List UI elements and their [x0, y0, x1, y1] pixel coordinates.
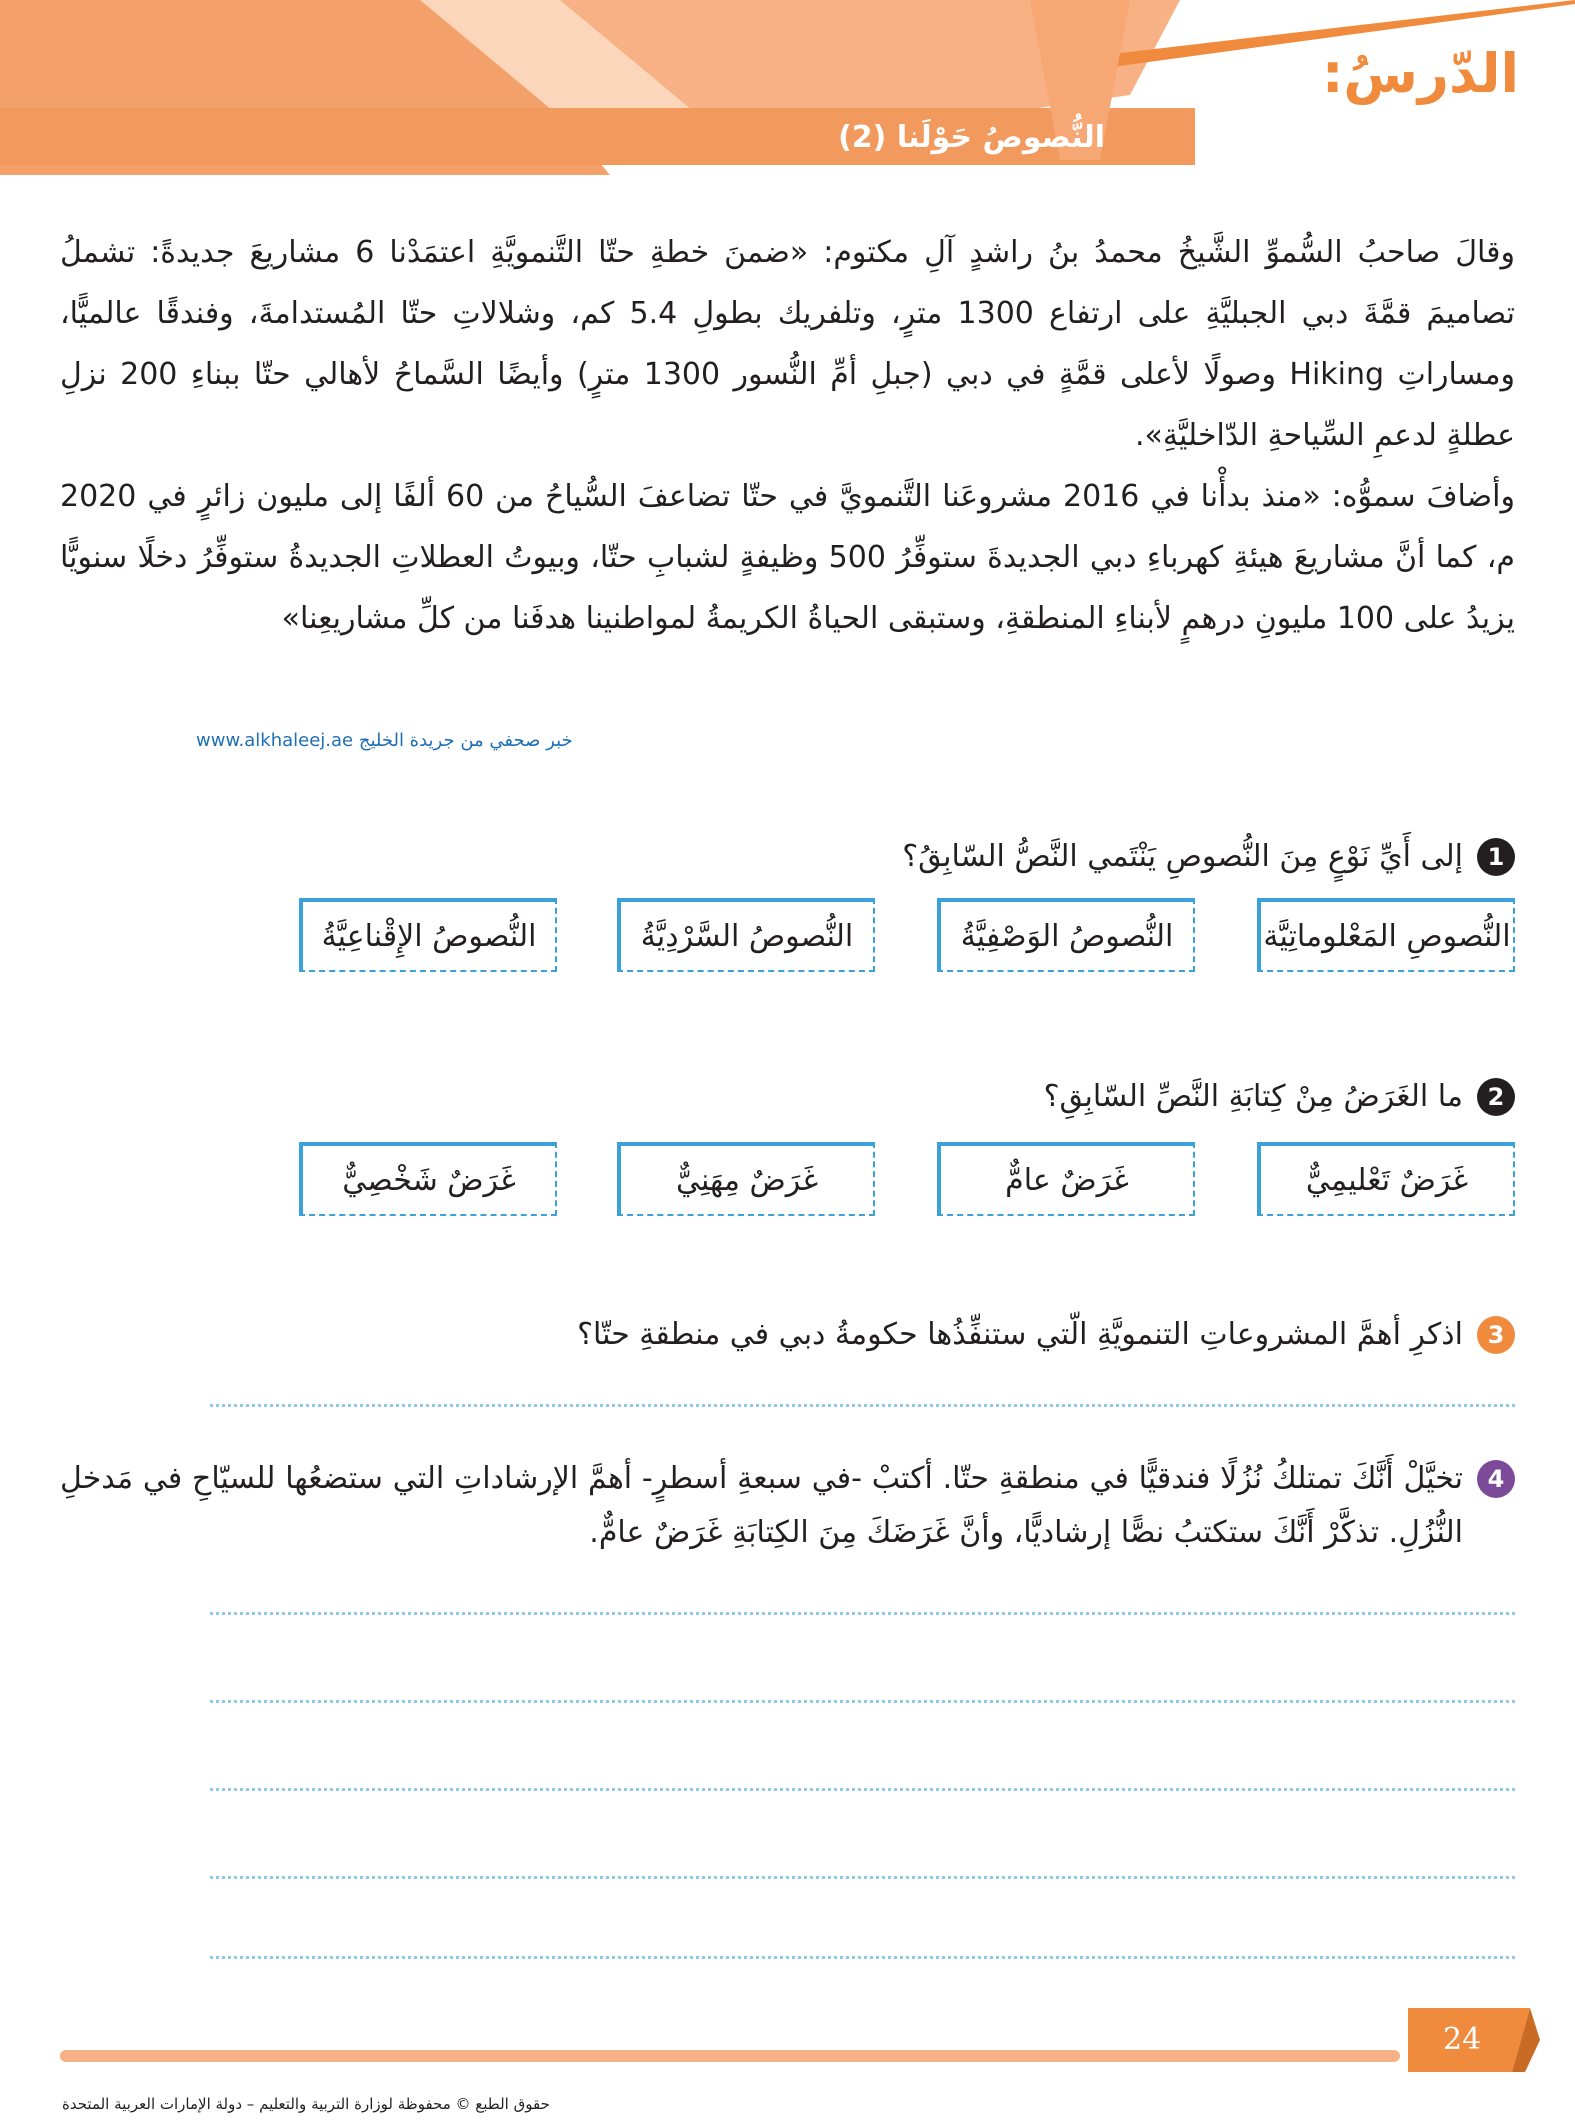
question-1 [60, 830, 1515, 884]
article-paragraph-2: وأضافَ سموُّه: «منذ بدأْنا في 2016 مشروعَنا التَّنمويَّ في حتّا تضاعفَ السُّياحُ من 60 ألفًا إلى مليون زائرٍ في 2020 م، كما أنَّ مشاريعَ هيئةِ كهرباءِ دبي الجديدةَ ستوفِّرُ 500 وظيفةٍ لشبابِ حتّا، وبيوتُ العطلاتِ الجديدةُ ستوفِّرُ دخلًا سنويًّا يزيدُ على 100 مليونِ درهمٍ لأبناءِ المنطقةِ، وستبقى الحياةُ الكريمةُ لمواطنينا هدفَنا من كلِّ مشاريعِنا» [60, 479, 1515, 636]
option-1-narrative[interactable]: النُّصوصُ السَّرْدِيَّةُ [617, 898, 875, 972]
question-text-4: تخيَّلْ أَنَّكَ تمتلكُ نُزُلًا فندقيًّا في منطقةِ حتّا. أكتبْ -في سبعةِ أسطرٍ- أهمَّ الإرشاداتِ التي ستضعُها للسيّاحِ في مَدخلِ النُّزُلِ. تذكَّرْ أَنَّكَ ستكتبُ نصًّا إرشاديًّا، وأنَّ غَرَضَكَ مِنَ الكِتابَةِ غَرَضٌ عامٌّ. [60, 1461, 1463, 1550]
lesson-subtitle: النُّصوصُ حَوْلَنا (2) [838, 120, 1105, 155]
article-paragraph-1: وقالَ صاحبُ السُّموِّ الشَّيخُ محمدُ بنُ راشدٍ آلِ مكتوم: «ضمنَ خطةِ حتّا التَّنمويَّةِ اعتمَدْنا 6 مشاريعَ جديدةً: تشملُ تصاميمَ قمَّةَ دبي الجبليَّةِ على ارتفاع 1300 مترٍ، وتلفريك بطولِ 5.4 كم، وشلالاتِ حتّا المُستدامةَ، وفندقًا عالميًّا، ومساراتِ Hiking وصولًا لأعلى قمَّةٍ في دبي (جبلِ أمِّ النُّسور 1300 مترٍ) وأيضًا السَّماحُ لأهالي حتّا ببناءِ 200 نزلِ عطلةٍ لدعمِ السِّياحةِ الدّاخليَّةِ». [60, 235, 1516, 453]
question-text-2: ما الغَرَضُ مِنْ كِتابَةِ النَّصِّ السّابِقِ؟ [1043, 1079, 1463, 1114]
answer-line-4-1[interactable] [210, 1612, 1515, 1615]
lesson-label: الدّرسُ: [1321, 42, 1519, 105]
copyright-text: حقوق الطبع © محفوظة لوزارة التربية والتعليم – دولة الإمارات العربية المتحدة [62, 2095, 550, 2113]
question-3 [60, 1308, 1515, 1362]
question-number-2: 2 [1477, 1078, 1515, 1116]
option-2-general[interactable]: غَرَضٌ عامٌّ [937, 1142, 1195, 1216]
answer-line-3[interactable] [210, 1404, 1515, 1407]
article-text [60, 222, 1515, 649]
option-2-educational[interactable]: غَرَضٌ تَعْليمِيٌّ [1257, 1142, 1515, 1216]
answer-line-4-3[interactable] [210, 1788, 1515, 1791]
page-number: 24 [1443, 2022, 1482, 2057]
answer-line-4-2[interactable] [210, 1700, 1515, 1703]
option-2-personal[interactable]: غَرَضٌ شَخْصِيٌّ [299, 1142, 557, 1216]
question-text-1: إلى أَيِّ نَوْعٍ مِنَ النُّصوصِ يَنْتَمي النَّصُّ السّابِقُ؟ [902, 839, 1463, 874]
question-4 [60, 1452, 1515, 1560]
article-source: خبر صحفي من جريدة الخليج www.alkhaleej.ae [196, 730, 573, 751]
question-number-4: 4 [1477, 1460, 1515, 1498]
answer-line-4-4[interactable] [210, 1876, 1515, 1879]
option-1-informational[interactable]: النُّصوصِ المَعْلوماتِيَّة [1257, 898, 1515, 972]
question-2 [60, 1070, 1515, 1124]
answer-line-4-5[interactable] [210, 1956, 1515, 1959]
question-number-3: 3 [1477, 1316, 1515, 1354]
option-1-persuasive[interactable]: النُّصوصُ الإِقْناعِيَّةُ [299, 898, 557, 972]
question-text-3: اذكرِ أهمَّ المشروعاتِ التنمويَّةِ الّتي ستنفِّذُها حكومةُ دبي في منطقةِ حتّا؟ [577, 1317, 1463, 1352]
option-2-professional[interactable]: غَرَضٌ مِهَنِيٌّ [617, 1142, 875, 1216]
question-number-1: 1 [1477, 838, 1515, 876]
option-1-descriptive[interactable]: النُّصوصُ الوَصْفِيَّةُ [937, 898, 1195, 972]
